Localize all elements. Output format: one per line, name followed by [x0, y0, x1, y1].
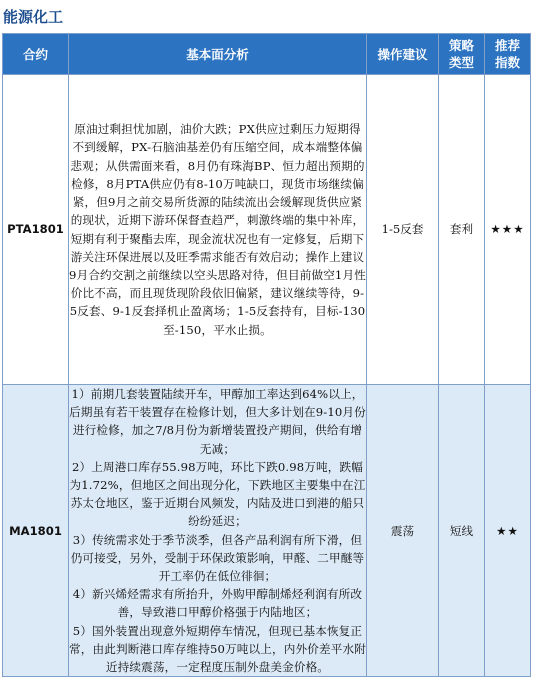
header-type — [439, 34, 485, 75]
header-rating — [485, 34, 531, 75]
table-header-row — [3, 34, 531, 75]
header-rating-label: 推荐指数 — [494, 38, 520, 70]
section-title: 能源化工 — [3, 8, 64, 26]
table-row — [3, 75, 531, 385]
rating-cell: ★★ — [485, 385, 531, 677]
analysis-paragraph: 2）上周港口库存55.98万吨，环比下跌0.98万吨，跌幅为1.72%，但地区之间出现分化，下跌地区主要集中在江苏太仓地区，鉴于近期台风频发，内陆及进口到港的船只纷纷延迟； — [69, 459, 366, 529]
analysis-paragraph: 3）传统需求处于季节淡季，但各产品利润有所下滑，但仍可接受，另外，受制于环保政策影响，甲醛、二甲醚等开工率仍在低位徘徊； — [70, 532, 365, 584]
advice-cell: 1-5反套 — [367, 75, 439, 385]
strategy-table — [2, 33, 531, 677]
table-row — [3, 385, 531, 677]
contract-cell: MA1801 — [3, 385, 69, 677]
header-analysis: 基本面分析 — [69, 34, 367, 75]
analysis-paragraph: 1）前期几套装置陆续开车，甲醇加工率达到64%以上，后期虽有若干装置存在检修计划，但大多计划在9-10月份进行检修，加之7/8月份为新增装置投产期间，供给有增无减； — [69, 387, 366, 456]
header-advice: 操作建议 — [367, 34, 439, 75]
header-contract: 合约 — [3, 34, 69, 75]
strategy-type-cell: 短线 — [439, 385, 485, 677]
contract-cell: PTA1801 — [3, 75, 69, 385]
strategy-type-cell: 套利 — [439, 75, 485, 385]
analysis-paragraph: 5）国外装置出现意外短期停车情况，但现已基本恢复正常，由此判断港口库存维持50万吨以上，内外价差平水附近持续震荡，一定程度压制外盘美金价格。 — [69, 623, 366, 675]
header-type-label: 策略类型 — [448, 38, 474, 70]
advice-cell: 震荡 — [367, 385, 439, 677]
analysis-cell — [69, 385, 367, 677]
analysis-cell: 原油过剩担忧加剧，油价大跌；PX供应过剩压力短期得不到缓解，PX-石脑油基差仍有压缩空间，成本端整体偏悲观；从供需面来看，8月仍有珠海BP、恒力超出预期的检修，8月PTA供应仍有8-10万吨缺口，现货市场继续偏紧，但9月之前交易所货源的陆续流出会缓解现货供应紧的现状，近期下游环保督查趋严，刺激终端的集中补库，短期有利于聚酯去库，现金流状况也有一定修复，后期下游关注环保进展以及旺季需求能否有效启动；操作上建议9月合约交割之前继续以空头思路对待，但目前做空1月性价比不高，而且现货现阶段依旧偏紧，建议继续等待，9-5反套、9-1反套择机止盈离场；1-5反套持有，目标-130至-150，平水止损。 — [69, 75, 367, 385]
rating-cell: ★★★ — [485, 75, 531, 385]
analysis-paragraph: 4）新兴烯烃需求有所抬升，外购甲醇制烯烃利润有所改善，导致港口甲醇价格强于内陆地区； — [72, 587, 363, 620]
